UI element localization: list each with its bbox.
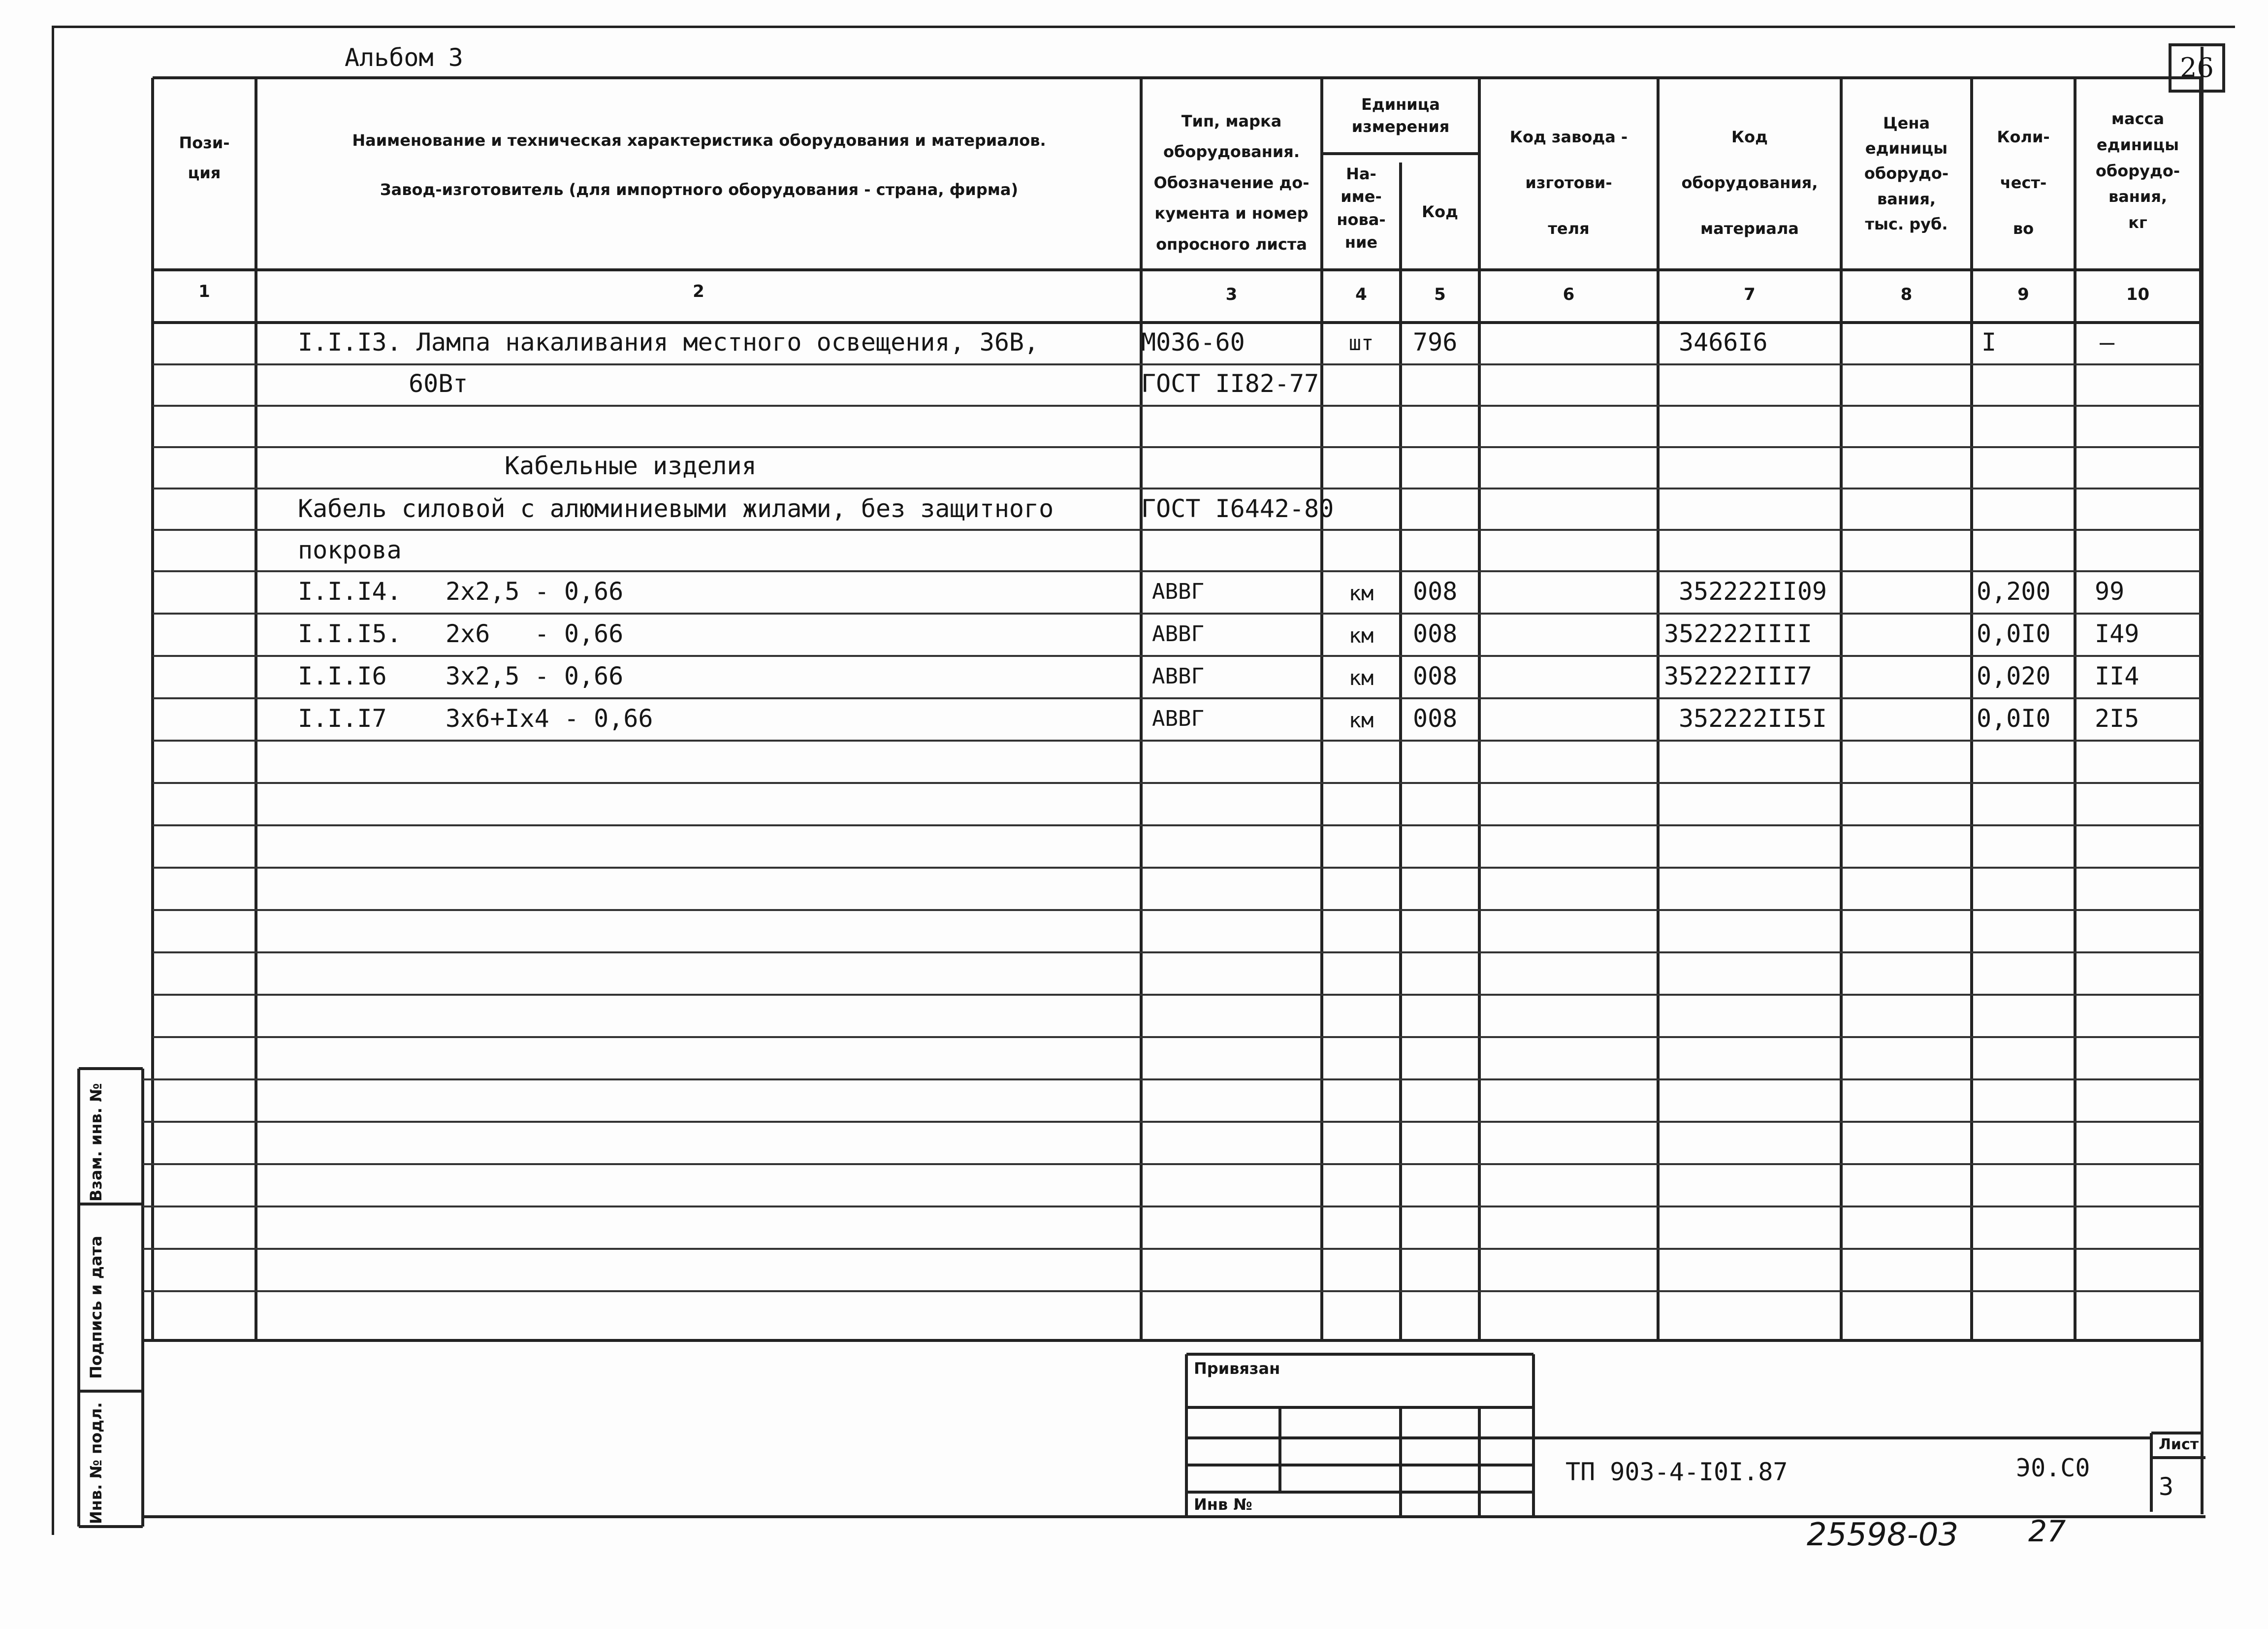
header-name-1: Наименование и техническая характеристика оборудования и материалов. <box>352 131 1046 150</box>
stamp-section-code: Э0.С0 <box>2016 1454 2090 1482</box>
stamp-list-label: Лист <box>2159 1436 2199 1453</box>
row-unit-code: 796 <box>1413 328 1458 357</box>
row-material-code: 352222II09 <box>1679 577 1827 606</box>
header-type: Тип, марка оборудования. Обозначение до- кумента и номер опросного листа <box>1153 112 1310 254</box>
row-type: АВВГ <box>1152 579 1204 604</box>
stamp-privyazan: Привязан <box>1194 1359 1280 1378</box>
row-name: I.I.I3. Лампа накаливания местного освещения, 36В, <box>298 328 1039 357</box>
row-type: АВВГ <box>1152 706 1204 731</box>
side-label-replace-inv: Взам. инв. № <box>87 1083 105 1202</box>
row-mass: 2I5 <box>2095 704 2140 733</box>
header-unit: Единица измерения <box>1351 95 1450 136</box>
row-material-code: 3466I6 <box>1679 328 1768 357</box>
col-number: 4 <box>1355 285 1367 304</box>
row-unit: км <box>1348 708 1374 732</box>
row-material-code: 352222III7 <box>1664 662 1813 690</box>
header-name-2: Завод-изготовитель (для импортного оборудования - страна, фирма) <box>380 180 1019 199</box>
row-type: ГОСТ II82-77 <box>1141 369 1319 398</box>
row-material-code: 352222IIII <box>1664 619 1813 648</box>
row-unit: км <box>1348 581 1374 605</box>
row-quantity: 0,0I0 <box>1977 619 2051 648</box>
row-unit-code: 008 <box>1413 662 1458 690</box>
col-number: 1 <box>198 282 210 301</box>
row-type: М036-60 <box>1141 328 1245 357</box>
row-unit-code: 008 <box>1413 619 1458 648</box>
row-position: I.I.I4. <box>298 577 402 606</box>
row-position: I.I.I6 <box>298 662 387 690</box>
row-type: АВВГ <box>1152 621 1204 647</box>
row-quantity: 0,0I0 <box>1977 704 2051 733</box>
col-number: 3 <box>1225 285 1238 304</box>
row-name: 2x6 - 0,66 <box>446 619 624 648</box>
row-position: I.I.I7 <box>298 704 387 733</box>
section-title: Кабельные изделия <box>505 452 757 480</box>
archive-number: 25598-03 <box>1807 1517 1959 1553</box>
header-mass: масса единицы оборудо- вания, кг <box>2095 109 2180 232</box>
row-mass: 99 <box>2095 577 2125 606</box>
row-mass: II4 <box>2095 662 2140 690</box>
header-position: Пози- ция <box>179 133 230 182</box>
archive-page: 27 <box>2028 1514 2066 1549</box>
row-unit: км <box>1348 666 1374 690</box>
header-quantity: Коли- чест- во <box>1997 128 2050 238</box>
col-number: 10 <box>2126 285 2150 304</box>
stamp-list-number: 3 <box>2159 1472 2174 1501</box>
col-number: 5 <box>1434 285 1446 304</box>
header-material-code: Код оборудования, материала <box>1681 128 1818 238</box>
row-name: 2x2,5 - 0,66 <box>446 577 624 606</box>
col-number: 8 <box>1900 285 1913 304</box>
row-quantity: I <box>1981 328 1997 357</box>
row-quantity: 0,200 <box>1977 577 2051 606</box>
row-type: АВВГ <box>1152 664 1204 689</box>
header-unit-code: Код <box>1422 202 1458 221</box>
row-position: I.I.I5. <box>298 619 402 648</box>
col-number: 6 <box>1563 285 1575 304</box>
stamp-document-code: ТП 903-4-I0I.87 <box>1565 1458 1788 1486</box>
side-label-signature-date: Подпись и дата <box>87 1236 105 1379</box>
stamp-inv: Инв № <box>1194 1495 1252 1514</box>
header-unit-name: На- име- нова- ние <box>1337 164 1386 252</box>
header-factory-code: Код завода - изготови- теля <box>1509 128 1628 238</box>
col-number: 9 <box>2017 285 2029 304</box>
side-label-inv-original: Инв. № подл. <box>87 1402 105 1524</box>
col-number: 2 <box>693 282 704 301</box>
header-price: Цена единицы оборудо- вания, тыс. руб. <box>1864 114 1949 233</box>
row-name: Кабель силовой с алюминиевыми жилами, без защитного <box>298 494 1054 523</box>
row-type: ГОСТ I6442-80 <box>1141 494 1334 523</box>
row-mass: I49 <box>2095 619 2140 648</box>
row-unit-code: 008 <box>1413 577 1458 606</box>
row-name: 3x6+Ix4 - 0,66 <box>446 704 653 733</box>
row-material-code: 352222II5I <box>1679 704 1827 733</box>
row-name: 3x2,5 - 0,66 <box>446 662 624 690</box>
row-name: покрова <box>298 536 402 564</box>
row-unit: км <box>1348 623 1374 648</box>
col-number: 7 <box>1744 285 1756 304</box>
row-unit-code: 008 <box>1413 704 1458 733</box>
row-name: 60Вт <box>409 369 468 398</box>
row-mass: – <box>2100 328 2115 357</box>
album-label: Альбом 3 <box>345 43 463 72</box>
row-quantity: 0,020 <box>1977 662 2051 690</box>
page-number: 26 <box>2180 52 2214 83</box>
row-unit: шт <box>1348 331 1374 355</box>
